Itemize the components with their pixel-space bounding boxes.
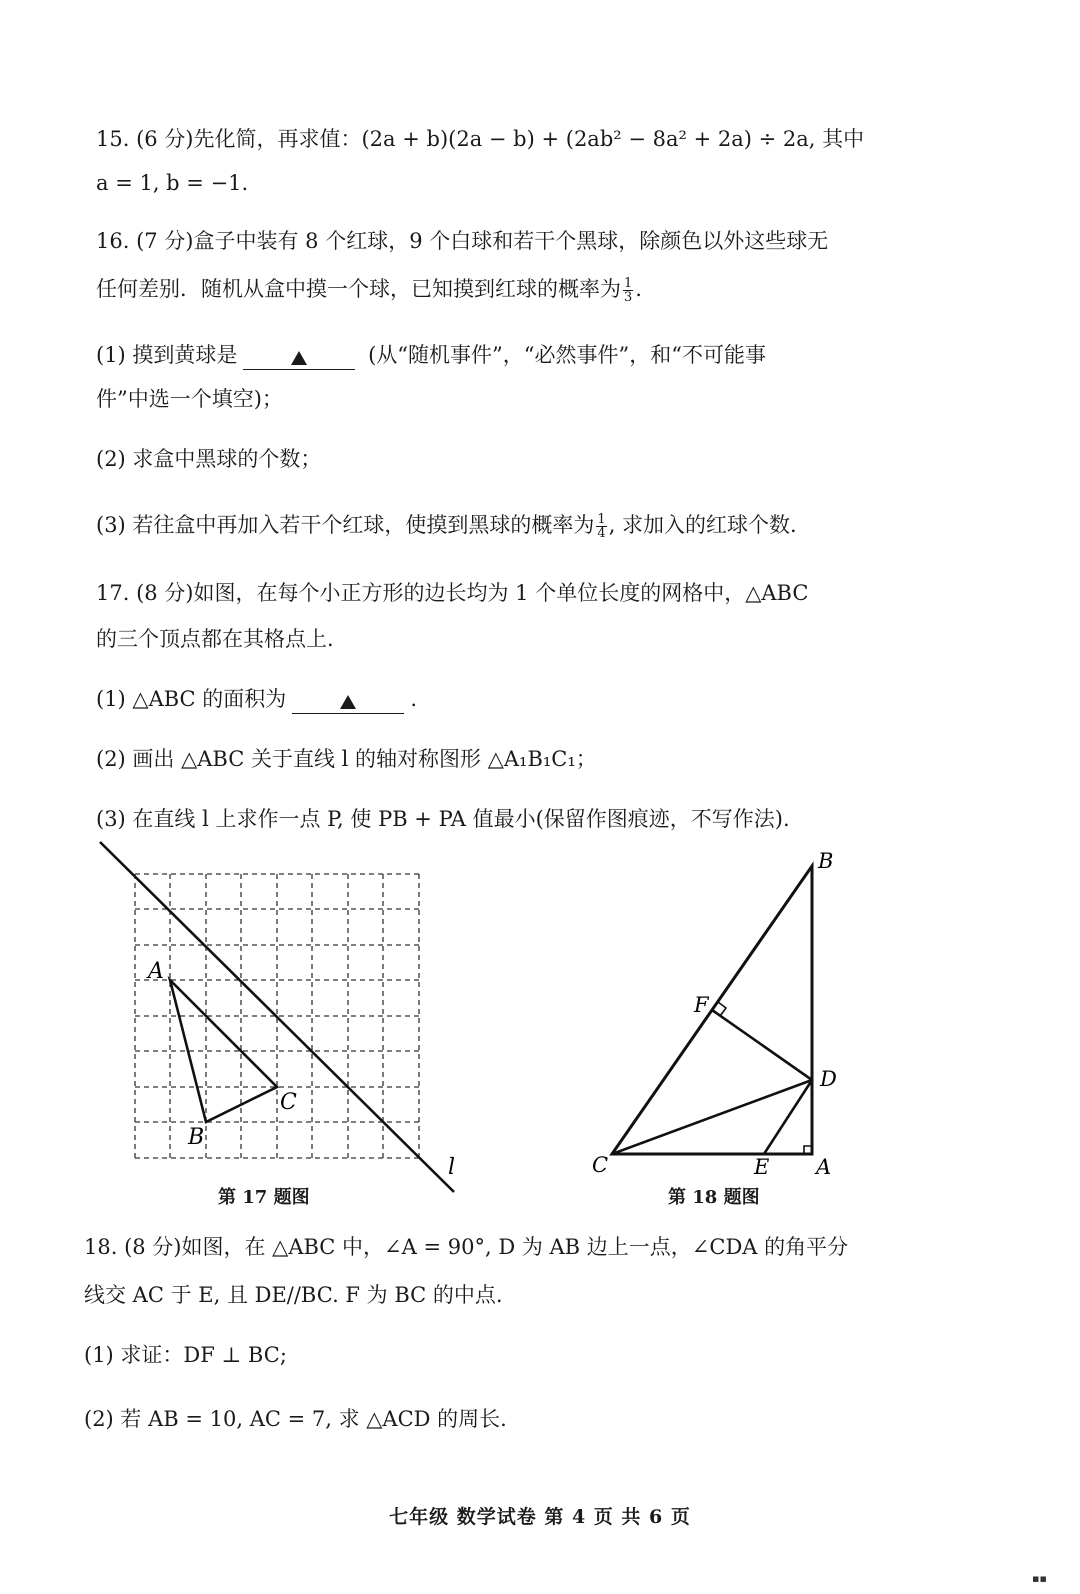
page-footer: 七年级 数学试卷 第 4 页 共 6 页 (389, 1506, 691, 1528)
q15-line1: 15. (6 分)先化简，再求值：(2a + b)(2a − b) + (2ab² − 8a² + 2a) ÷ 2a, 其中 (96, 127, 865, 151)
q16-part3-fraction (596, 513, 606, 540)
figure-17 (90, 836, 470, 1206)
q17-part1 (96, 684, 920, 714)
q16-part3-rest: , 求加入的红球个数. (608, 513, 797, 537)
q17-line1: 17. (8 分)如图，在每个小正方形的边长均为 1 个单位长度的网格中，△ABC (96, 581, 809, 605)
q17-line2: 的三个顶点都在其格点上. (96, 627, 334, 651)
figure-17-caption: 第 17 题图 (218, 1187, 310, 1208)
triangle-icon (291, 351, 307, 365)
q16-part1 (96, 340, 920, 370)
q16-frac-den: 3 (624, 290, 633, 305)
q16-p3-frac-num: 1 (597, 512, 606, 527)
q16-part1-label: (1) 摸到黄球是 (96, 343, 238, 367)
fig18-label-c: C (592, 1153, 609, 1177)
fig17-label-b: B (188, 1125, 205, 1150)
q17-part1-end: . (410, 687, 417, 711)
fig18-label-d: D (820, 1067, 837, 1091)
fig18-label-f: F (694, 993, 709, 1017)
fig18-label-e: E (754, 1155, 770, 1179)
answer-blank[interactable] (292, 687, 404, 714)
q18-part1: (1) 求证：DF ⊥ BC; (84, 1343, 287, 1367)
fig17-label-c: C (280, 1090, 297, 1115)
fig17-label-l: l (448, 1155, 456, 1180)
segment-df (712, 1010, 812, 1080)
segment-de (764, 1080, 812, 1154)
q18-part2: (2) 若 AB = 10, AC = 7, 求 △ACD 的周长. (84, 1407, 507, 1431)
q16-line2-end: . (635, 277, 642, 301)
q16-line2 (96, 274, 920, 304)
segment-cd (612, 1080, 812, 1154)
q17-part1-label: (1) △ABC 的面积为 (96, 687, 287, 711)
q16-fraction (623, 277, 633, 304)
figure-18 (580, 846, 850, 1180)
q16-line1: 16. (7 分)盒子中装有 8 个红球，9 个白球和若干个黑球，除颜色以外这些球无 (96, 229, 829, 253)
q16-p3-frac-den: 4 (597, 526, 606, 541)
q16-part1-rest: (从“随机事件”，“必然事件”，和“不可能事 (361, 343, 766, 367)
triangle-icon (340, 695, 356, 709)
q17-part2: (2) 画出 △ABC 关于直线 l 的轴对称图形 △A₁B₁C₁； (96, 747, 597, 771)
figure-18-caption: 第 18 题图 (668, 1187, 760, 1208)
q16-line2-text: 任何差别．随机从盒中摸一个球，已知摸到红球的概率为 (96, 277, 621, 301)
q16-part3 (96, 510, 920, 540)
fig17-label-a: A (148, 959, 164, 984)
fig18-label-b: B (818, 849, 834, 873)
answer-blank[interactable] (243, 343, 355, 370)
fig18-label-a: A (816, 1155, 832, 1179)
q16-part2: (2) 求盒中黑球的个数； (96, 447, 322, 471)
q18-line2: 线交 AC 于 E, 且 DE//BC. F 为 BC 的中点. (84, 1283, 503, 1307)
q18-line1: 18. (8 分)如图，在 △ABC 中，∠A = 90°, D 为 AB 边上一点，∠CDA 的角平分 (84, 1235, 849, 1259)
q16-part1-line2: 件”中选一个填空)； (96, 387, 283, 411)
q15-line2: a = 1, b = −1. (96, 171, 249, 195)
corner-mark: ▪▪ (1032, 1572, 1047, 1585)
q17-part3: (3) 在直线 l 上求作一点 P, 使 PB + PA 值最小(保留作图痕迹，不写作法). (96, 807, 790, 831)
q16-frac-num: 1 (624, 276, 633, 291)
q16-part3-label: (3) 若往盒中再加入若干个红球，使摸到黑球的概率为 (96, 513, 595, 537)
